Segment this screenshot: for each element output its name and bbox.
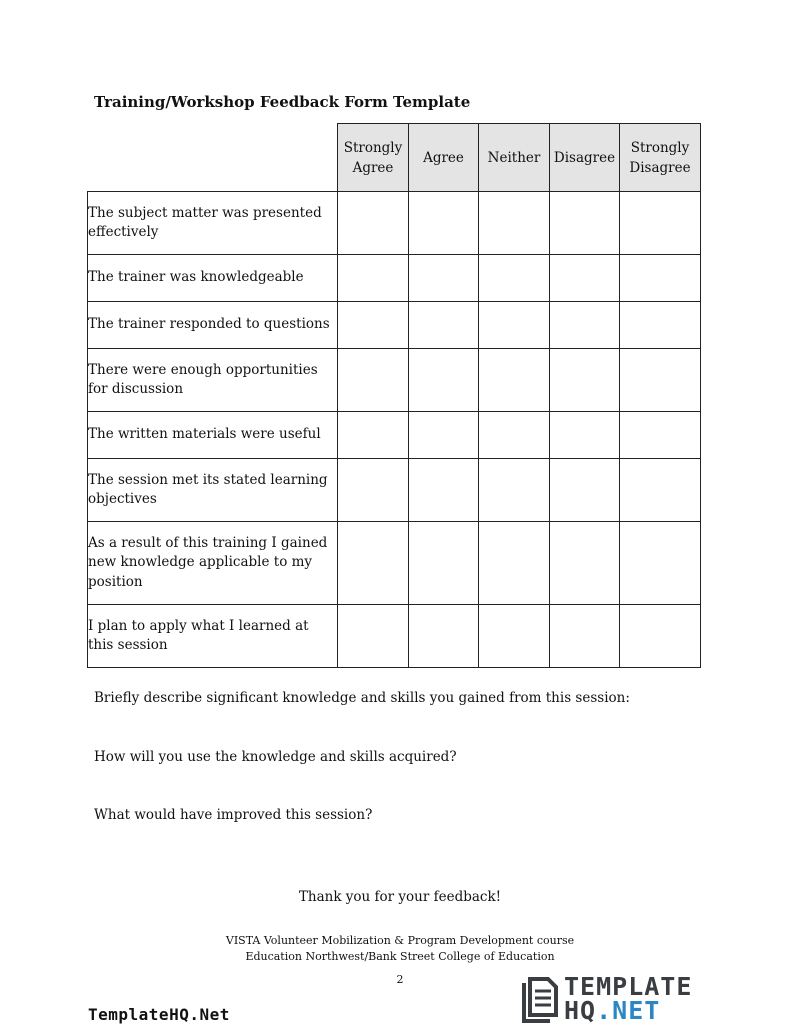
rating-cell[interactable]: [620, 302, 701, 349]
rating-cell[interactable]: [620, 192, 701, 255]
table-row: [88, 412, 701, 459]
statement-label: I plan to apply what I learned at this session: [88, 605, 338, 668]
column-header-strongly-disagree: Strongly Disagree: [620, 124, 701, 192]
rating-cell[interactable]: [620, 605, 701, 668]
rating-cell[interactable]: [620, 412, 701, 459]
rating-cell[interactable]: [338, 412, 409, 459]
table-row: [88, 349, 701, 412]
rating-cell[interactable]: [409, 302, 479, 349]
rating-cell[interactable]: [479, 522, 550, 605]
statement-label: The session met its stated learning objectives: [88, 459, 338, 522]
footer-institution: Education Northwest/Bank Street College of Education: [245, 950, 555, 963]
rating-cell[interactable]: [550, 349, 620, 412]
table-row: [88, 255, 701, 302]
column-header-neither: Neither: [479, 124, 550, 192]
thank-you-text: Thank you for your feedback!: [298, 889, 502, 905]
rating-cell[interactable]: [620, 349, 701, 412]
rating-cell[interactable]: [338, 349, 409, 412]
table-row: [88, 605, 701, 668]
rating-cell[interactable]: [550, 522, 620, 605]
statement-label: The written materials were useful: [88, 412, 338, 459]
rating-cell[interactable]: [479, 459, 550, 522]
rating-cell[interactable]: [409, 605, 479, 668]
footer-course: VISTA Volunteer Mobilization & Program Development course: [225, 934, 575, 947]
table-row: [88, 302, 701, 349]
rating-cell[interactable]: [338, 605, 409, 668]
page-number: 2: [396, 973, 404, 986]
rating-cell[interactable]: [479, 349, 550, 412]
rating-cell[interactable]: [338, 192, 409, 255]
column-header-agree: Agree: [409, 124, 479, 192]
rating-cell[interactable]: [550, 412, 620, 459]
rating-cell[interactable]: [409, 459, 479, 522]
site-label: TemplateHQ.Net: [88, 1005, 230, 1024]
rating-cell[interactable]: [409, 255, 479, 302]
question-use-knowledge: How will you use the knowledge and skills acquired?: [94, 749, 457, 765]
rating-cell[interactable]: [338, 302, 409, 349]
logo-wordmark: TEMPLATE HQ.NET: [564, 972, 693, 1025]
header-row: [88, 124, 701, 192]
column-header-strongly-agree: Strongly Agree: [338, 124, 409, 192]
rating-cell[interactable]: [620, 459, 701, 522]
rating-cell[interactable]: [550, 192, 620, 255]
statement-label: As a result of this training I gained new knowledge applicable to my position: [88, 522, 338, 605]
table-row: [88, 459, 701, 522]
rating-cell[interactable]: [479, 192, 550, 255]
statement-label: There were enough opportunities for discussion: [88, 349, 338, 412]
rating-cell[interactable]: [409, 522, 479, 605]
rating-cell[interactable]: [338, 255, 409, 302]
rating-cell[interactable]: [409, 349, 479, 412]
rating-cell[interactable]: [479, 255, 550, 302]
column-header-disagree: Disagree: [550, 124, 620, 192]
rating-cell[interactable]: [550, 255, 620, 302]
table-row: [88, 522, 701, 605]
rating-cell[interactable]: [338, 459, 409, 522]
question-knowledge-gained: Briefly describe significant knowledge and skills you gained from this session:: [94, 690, 630, 706]
rating-cell[interactable]: [338, 522, 409, 605]
rating-cell[interactable]: [620, 255, 701, 302]
rating-cell[interactable]: [479, 605, 550, 668]
rating-cell[interactable]: [620, 522, 701, 605]
rating-cell[interactable]: [550, 302, 620, 349]
templatehq-logo: [520, 972, 705, 1027]
rating-cell[interactable]: [550, 605, 620, 668]
feedback-table: [87, 123, 701, 668]
statement-label: The trainer was knowledgeable: [88, 255, 338, 302]
table-row: [88, 192, 701, 255]
header-blank-cell: [88, 124, 338, 192]
page-title: Training/Workshop Feedback Form Template: [94, 93, 471, 111]
rating-cell[interactable]: [409, 192, 479, 255]
rating-cell[interactable]: [550, 459, 620, 522]
document-icon: [520, 977, 560, 1025]
rating-cell[interactable]: [479, 412, 550, 459]
rating-cell[interactable]: [409, 412, 479, 459]
statement-label: The subject matter was presented effectively: [88, 192, 338, 255]
statement-label: The trainer responded to questions: [88, 302, 338, 349]
rating-cell[interactable]: [479, 302, 550, 349]
question-improvements: What would have improved this session?: [94, 807, 373, 823]
